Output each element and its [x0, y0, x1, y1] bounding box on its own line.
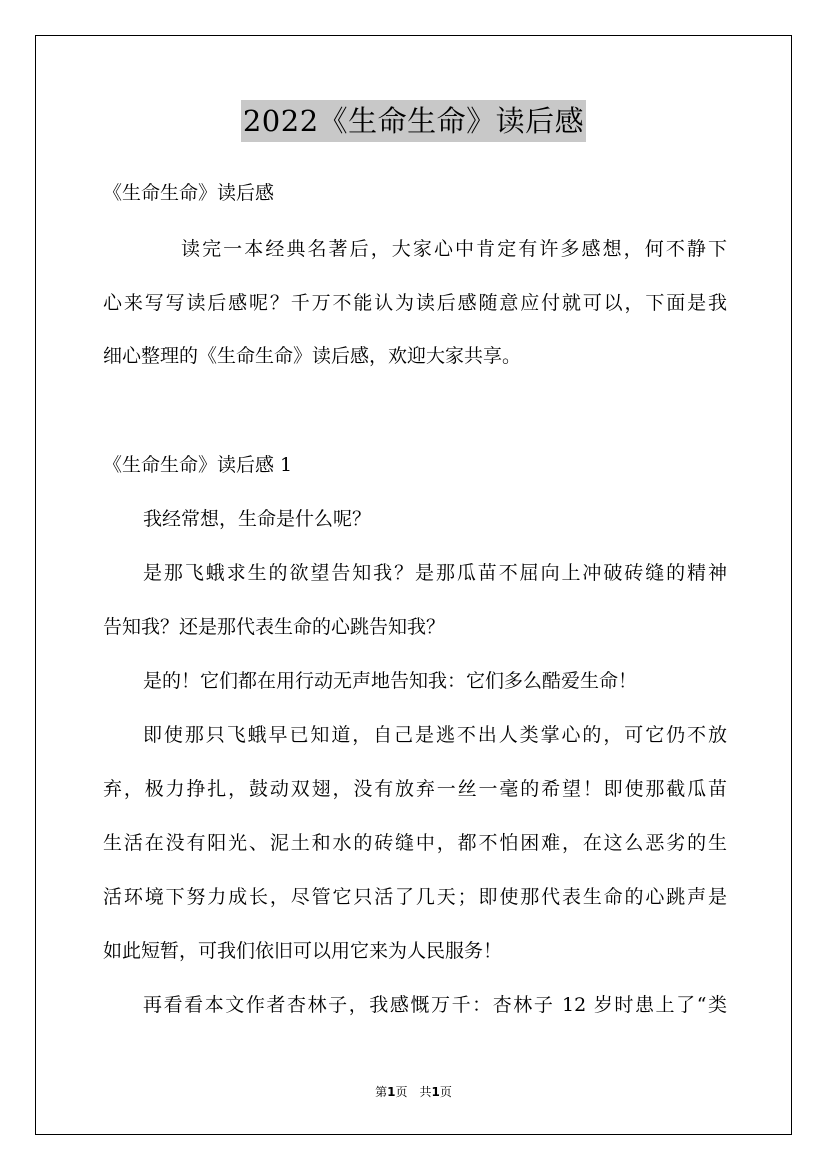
intro-line-1: 读完一本经典名著后，大家心中肯定有许多感想，何不静下 — [181, 238, 727, 260]
body-line-8: 活环境下努力成长，尽管它只活了几天；即使那代表生命的心跳声是 — [103, 886, 727, 908]
body-line-6: 弃，极力挣扎，鼓动双翅，没有放弃一丝一毫的希望！即使那截瓜苗 — [103, 778, 727, 800]
page-footer — [0, 1084, 827, 1100]
body-line-10: 再看看本文作者杏林子，我感慨万千：杏林子 12 岁时患上了“类 — [143, 994, 727, 1016]
intro-line-2: 心来写写读后感呢？千万不能认为读后感随意应付就可以，下面是我 — [103, 292, 727, 314]
footer-total-number: 1 — [431, 1085, 440, 1099]
body-line-5: 即使那只飞蛾早已知道，自己是逃不出人类掌心的，可它仍不放 — [143, 724, 727, 746]
body-line-9: 如此短暂，可我们依旧可以用它来为人民服务！ — [103, 940, 503, 962]
body-line-1: 我经常想，生命是什么呢？ — [143, 508, 372, 530]
body-line-7: 生活在没有阳光、泥土和水的砖缝中，都不怕困难，在这么恶劣的生 — [103, 832, 727, 854]
body-line-4: 是的！它们都在用行动无声地告知我：它们多么酷爱生命！ — [143, 670, 638, 692]
section-heading: 《生命生命》读后感 1 — [103, 454, 293, 476]
footer-page-suffix: 页 — [395, 1085, 408, 1099]
body-line-3: 告知我？还是那代表生命的心跳告知我？ — [103, 616, 446, 638]
document-subtitle: 《生命生命》读后感 — [103, 182, 275, 204]
footer-page-number: 1 — [387, 1085, 396, 1099]
footer-total-suffix: 页 — [439, 1085, 452, 1099]
footer-page-prefix: 第 — [375, 1085, 388, 1099]
footer-total-prefix: 共 — [419, 1085, 432, 1099]
document-title: 2022《生命生命》读后感 — [241, 100, 586, 142]
body-line-2: 是那飞蛾求生的欲望告知我？是那瓜苗不屈向上冲破砖缝的精神 — [143, 562, 727, 584]
intro-line-3: 细心整理的《生命生命》读后感，欢迎大家共享。 — [103, 345, 522, 367]
title-container — [0, 100, 827, 142]
